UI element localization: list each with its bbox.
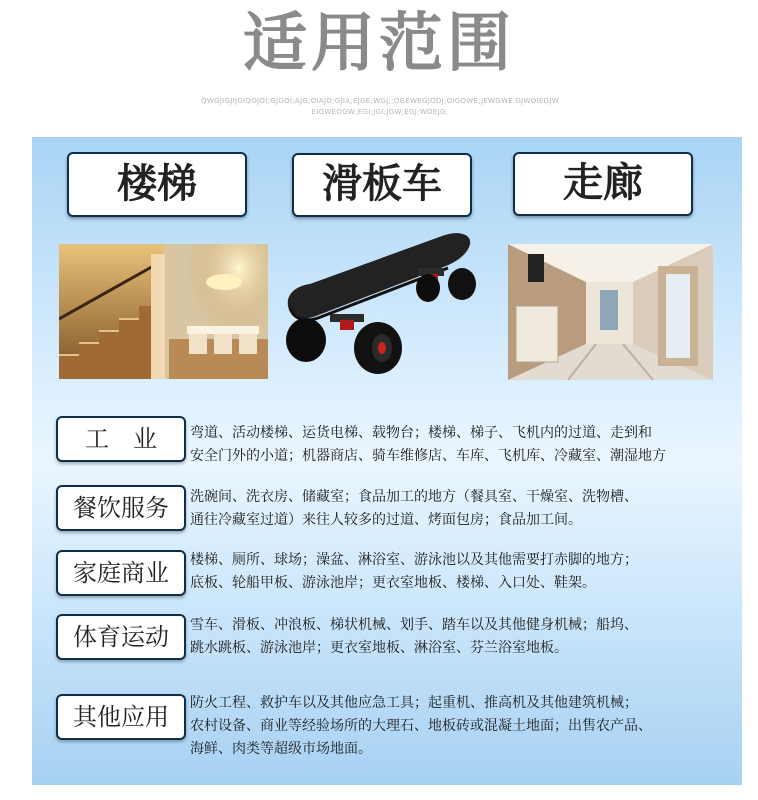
skateboard-photo <box>282 228 480 378</box>
category-label-home-commercial: 家庭商业 <box>56 550 186 596</box>
category-text-sports <box>190 614 730 660</box>
scene-label-skateboard: 滑板车 <box>292 153 472 217</box>
category-line: 底板、轮船甲板、游泳池岸；更衣室地板、楼梯、入口处、鞋架。 <box>190 575 596 591</box>
category-label-other: 其他应用 <box>56 694 186 740</box>
category-text-home-commercial <box>190 549 730 595</box>
corridor-photo <box>508 244 713 380</box>
category-line: 防火工程、救护车以及其他应急工具；起重机、推高机及其他建筑机械； <box>190 695 638 711</box>
scene-label-corridor: 走廊 <box>513 152 693 216</box>
page-title: 适用范围 <box>243 7 515 81</box>
category-text-industry <box>190 422 730 468</box>
category-text-catering <box>190 486 730 532</box>
category-label-industry: 工 业 <box>56 416 186 462</box>
category-line: 跳水跳板、游泳池岸；更衣室地板、淋浴室、芬兰浴室地板。 <box>190 640 568 656</box>
category-text-other <box>190 692 730 761</box>
page-subtitle: QWGJIGJIJGIQOJOI;GJGOI;AJG;OIAJO;GJIA;EJGE;WGJ;;OGEWEGJODJ;OIGOWE;JEWGWE GJWOIEGJWEIGWEOGW;EGI;JGI;JGW;EGJ;WOEJG; <box>201 97 559 116</box>
category-line: 楼梯、厕所、球场；澡盆、淋浴室、游泳池以及其他需要打赤脚的地方； <box>190 552 638 568</box>
category-line: 弯道、活动楼梯、运货电梯、载物台；楼梯、梯子、飞机内的过道、走到和 <box>190 425 652 441</box>
scene-label-stairs: 楼梯 <box>67 152 247 217</box>
category-line: 安全门外的小道；机器商店、骑车维修店、车库、飞机库、冷藏室、潮湿地方 <box>190 448 666 464</box>
category-line: 农村设备、商业等经验场所的大理石、地板砖或混凝土地面；出售农产品、 <box>190 718 652 734</box>
category-label-catering: 餐饮服务 <box>56 485 186 531</box>
staircase-interior-photo <box>59 244 268 379</box>
category-line: 海鲜、肉类等超级市场地面。 <box>190 741 372 757</box>
category-line: 洗碗间、洗衣房、储藏室；食品加工的地方（餐具室、干燥室、洗物槽、 <box>190 489 638 505</box>
category-label-sports: 体育运动 <box>56 614 186 660</box>
category-line: 通往冷藏室过道）来往人较多的过道、烤面包房；食品加工间。 <box>190 512 582 528</box>
category-line: 雪车、滑板、冲浪板、梯状机械、划手、踏车以及其他健身机械；船坞、 <box>190 617 638 633</box>
